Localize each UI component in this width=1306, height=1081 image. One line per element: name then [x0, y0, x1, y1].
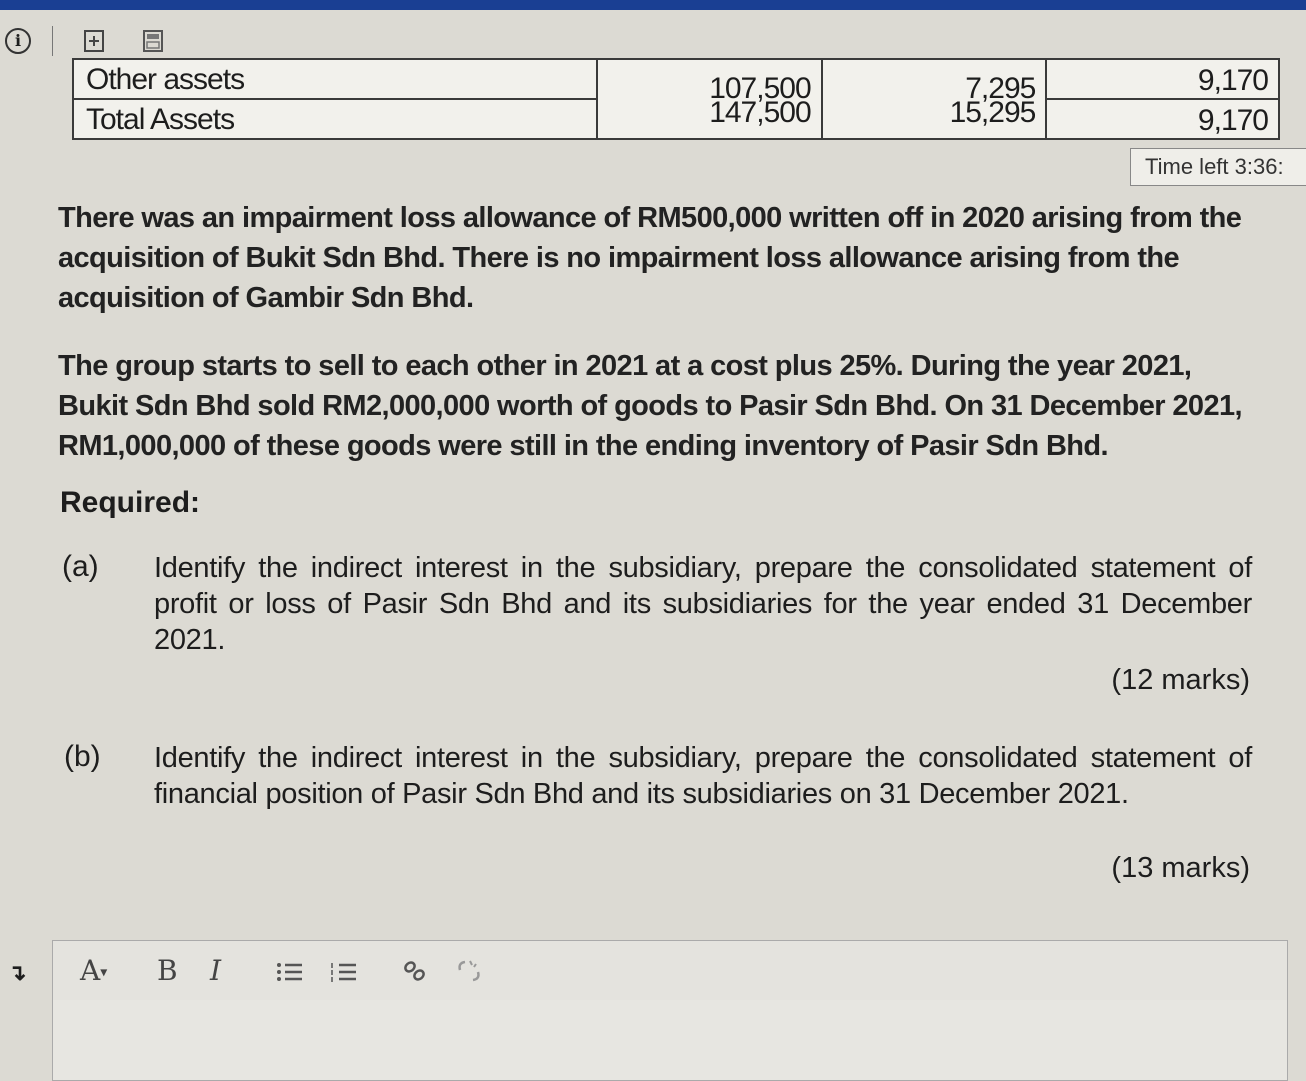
calculator-icon[interactable] — [143, 30, 163, 52]
table-cell: 9,170 — [1046, 99, 1279, 139]
row-label: Other assets — [73, 59, 597, 99]
answer-editor[interactable] — [52, 1000, 1288, 1081]
font-color-label: A — [80, 954, 101, 987]
expand-arrow-icon[interactable]: ↴ — [8, 960, 27, 985]
italic-button[interactable]: I — [210, 954, 222, 987]
cell-value: 7,295 — [965, 72, 1036, 105]
unlink-icon[interactable] — [456, 958, 482, 984]
required-heading: Required: — [60, 486, 201, 519]
window-top-bar — [0, 0, 1306, 10]
editor-toolbar — [52, 940, 1288, 1002]
info-circle-icon[interactable]: i — [5, 28, 31, 54]
marks-label: (12 marks) — [1111, 664, 1250, 696]
cell-value: 147,500 — [709, 96, 811, 129]
font-color-button[interactable] — [80, 954, 107, 987]
cell-value: 107,500 — [709, 72, 811, 105]
question-text: Identify the indirect interest in the subsidiary, prepare the consolidated statement of financial position of Pasir Sdn Bhd and its subsidiaries on 31 December 2021. — [154, 742, 1252, 810]
row-label: Total Assets — [73, 99, 597, 139]
question-label: (b) — [64, 740, 101, 773]
time-left-indicator: Time left 3:36: — [1130, 148, 1306, 186]
table-row — [73, 59, 1279, 99]
link-icon[interactable] — [402, 958, 428, 984]
bold-button[interactable]: B — [157, 954, 178, 987]
dropdown-caret-icon: ▾ — [100, 964, 108, 981]
unordered-list-icon[interactable] — [276, 960, 304, 984]
question-paragraph: There was an impairment loss allowance of RM500,000 written off in 2020 arising from the acquisition of Bukit Sdn Bhd. There is no impairment loss allowance arising from the acquisition of Gambir Sdn Bhd. — [58, 202, 1242, 314]
add-document-icon[interactable] — [84, 30, 104, 52]
question-text: Identify the indirect interest in the subsidiary, prepare the consolidated statement of profit or loss of Pasir Sdn Bhd and its subsidiaries for the year ended 31 December 2021. — [154, 552, 1252, 656]
question-label: (a) — [62, 550, 99, 583]
marks-label: (13 marks) — [1111, 852, 1250, 884]
table-cell — [597, 59, 822, 139]
assets-table — [72, 58, 1280, 140]
cell-value: 15,295 — [949, 96, 1036, 129]
table-cell — [822, 59, 1047, 139]
table-cell: 9,170 — [1046, 59, 1279, 99]
question-paragraph: The group starts to sell to each other in 2021 at a cost plus 25%. During the year 2021, Bukit Sdn Bhd sold RM2,000,000 worth of goods to Pasir Sdn Bhd. On 31 December 2021, RM1,000,000 of these goods were still in the ending inventory of Pasir Sdn Bhd. — [58, 350, 1242, 462]
ordered-list-icon[interactable] — [330, 960, 358, 984]
toolbar-divider — [52, 26, 53, 56]
